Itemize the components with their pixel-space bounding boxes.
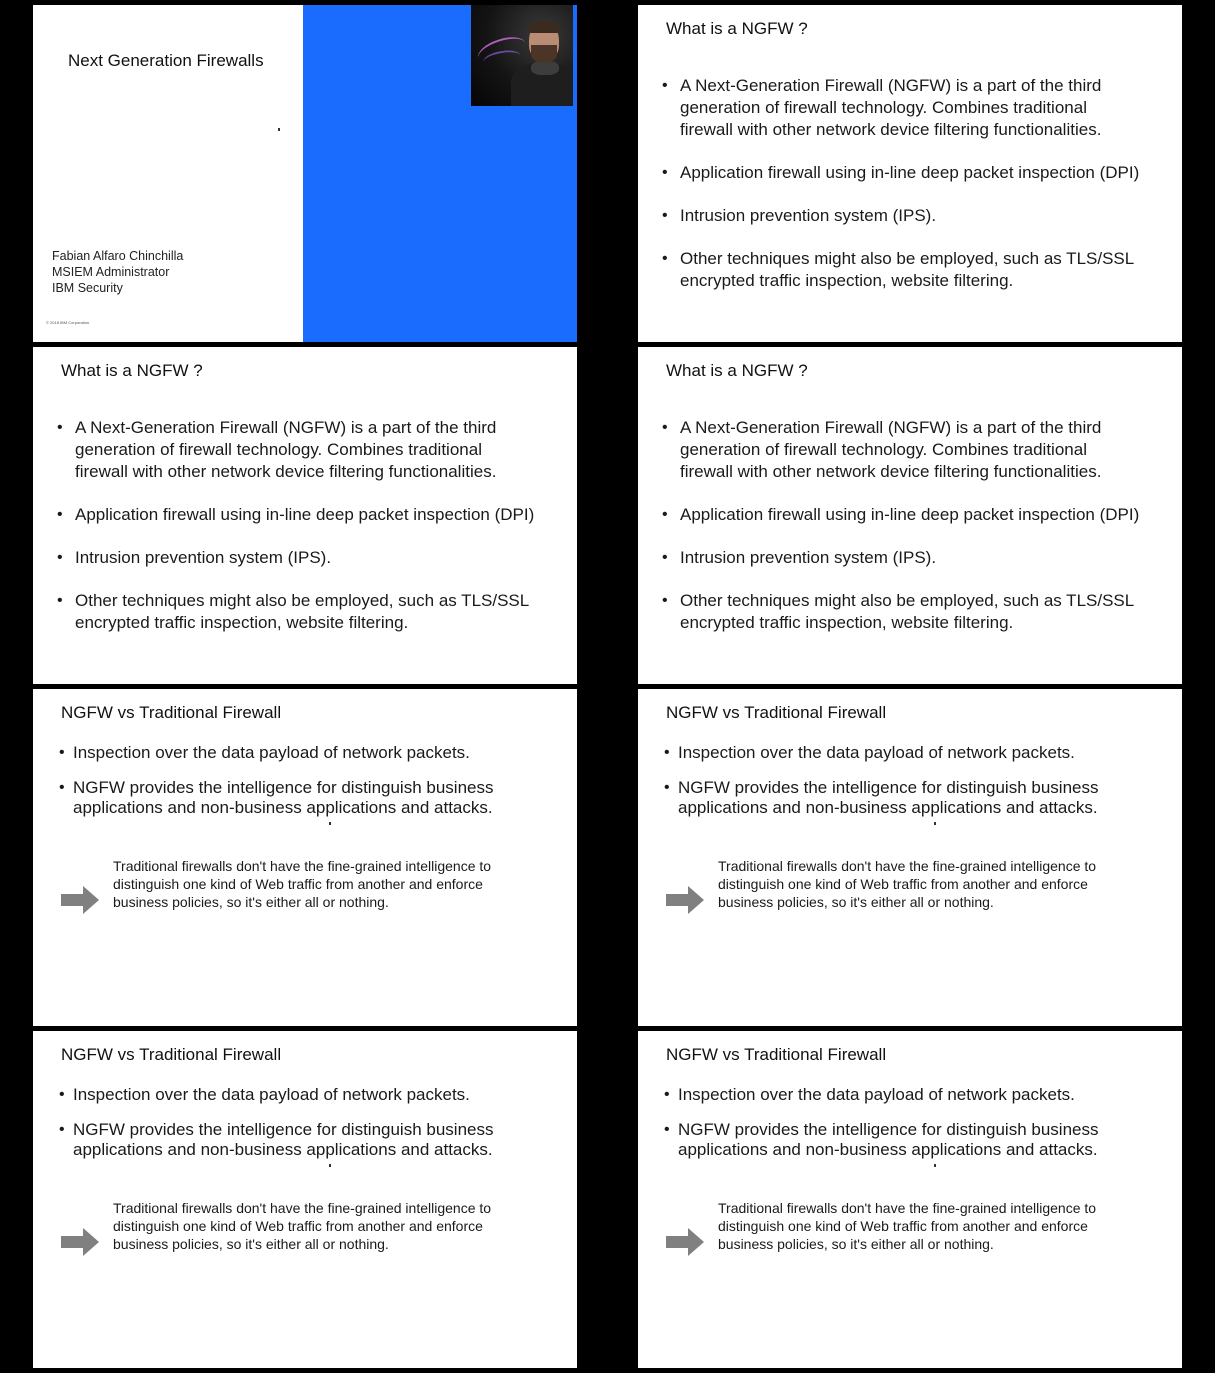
bullet-item: • Inspection over the data payload of network packets. [59,1085,529,1105]
bullet-item: • Application firewall using in-line deep packet inspection (DPI) [55,504,535,526]
ngfw-slide [638,5,1182,342]
slide-title: What is a NGFW ? [666,361,808,380]
slide-thumbnail-1[interactable] [5,5,605,342]
vs-slide [638,689,1182,1026]
callout-note: Traditional firewalls don't have the fine-grained intelligence to distinguish one kind of Web traffic from another and enforce business policies, so it's either all or nothing. [113,1200,492,1252]
slide-thumbnail-8[interactable] [610,1031,1210,1368]
bullet-item: • Application firewall using in-line deep packet inspection (DPI) [660,504,1140,526]
bullet-item: • Other techniques might also be employed, such as TLS/SSL encrypted traffic inspection, website filtering. [660,590,1140,634]
title-slide [33,5,577,342]
copyright-notice: © 2018 IBM Corporation [46,320,90,325]
slide-title: NGFW vs Traditional Firewall [61,1045,282,1064]
bullet-item: • Other techniques might also be employed, such as TLS/SSL encrypted traffic inspection, website filtering. [660,248,1140,292]
bullet-list [59,1085,529,1175]
bullet-item: • Inspection over the data payload of network packets. [664,743,1134,763]
slide-thumbnail-7[interactable] [5,1031,605,1368]
slide-thumbnail-3[interactable] [5,347,605,684]
bullet-item: • Intrusion prevention system (IPS). [55,547,535,569]
bullet-item: • Application firewall using in-line deep packet inspection (DPI) [660,162,1140,184]
ngfw-slide [638,347,1182,684]
author-org: IBM Security [52,281,123,295]
bullet-item: • NGFW provides the intelligence for distinguish business applications and non-business applications and attacks. [59,1120,529,1160]
slide-heading: Next Generation Firewalls [68,51,264,70]
arrow-right-icon [666,1227,704,1257]
vs-slide [33,1031,577,1368]
arrow-right-icon [666,885,704,915]
slide-thumbnail-5[interactable] [5,689,605,1026]
vs-slide [638,1031,1182,1368]
bullet-list [660,417,1140,655]
bullet-item: • A Next-Generation Firewall (NGFW) is a part of the third generation of firewall technology. Combines traditional firewall with other network device filtering functionalities. [660,417,1140,483]
ngfw-slide [33,347,577,684]
bullet-item: • Intrusion prevention system (IPS). [660,205,1140,227]
arrow-right-icon [61,1227,99,1257]
author-block [52,248,183,296]
bullet-list [664,1085,1134,1175]
callout-note: Traditional firewalls don't have the fine-grained intelligence to distinguish one kind of Web traffic from another and enforce business policies, so it's either all or nothing. [718,1200,1097,1252]
bullet-list [59,743,529,833]
arrow-right-icon [61,885,99,915]
callout-note: Traditional firewalls don't have the fine-grained intelligence to distinguish one kind of Web traffic from another and enforce business policies, so it's either all or nothing. [113,858,492,910]
bullet-item: • Intrusion prevention system (IPS). [660,547,1140,569]
bullet-item: • Other techniques might also be employed, such as TLS/SSL encrypted traffic inspection, website filtering. [55,590,535,634]
callout-note: Traditional firewalls don't have the fine-grained intelligence to distinguish one kind of Web traffic from another and enforce business policies, so it's either all or nothing. [718,858,1097,910]
slide-thumbnail-grid [5,5,1210,1368]
vs-slide [33,689,577,1026]
slide-title: What is a NGFW ? [666,19,808,38]
slide-title: What is a NGFW ? [61,361,203,380]
bullet-item: • Inspection over the data payload of network packets. [59,743,529,763]
bullet-item: • NGFW provides the intelligence for distinguish business applications and non-business applications and attacks. [664,1120,1134,1160]
bullet-list [55,417,535,655]
slide-title: NGFW vs Traditional Firewall [666,1045,887,1064]
bullet-item: • Inspection over the data payload of network packets. [664,1085,1134,1105]
slide-title: NGFW vs Traditional Firewall [666,703,887,722]
bullet-list [664,743,1134,833]
author-role: MSIEM Administrator [52,265,170,279]
slide-thumbnail-2[interactable] [610,5,1210,342]
bullet-item: • A Next-Generation Firewall (NGFW) is a part of the third generation of firewall technology. Combines traditional firewall with other network device filtering functionalities. [55,417,535,483]
bullet-item: • NGFW provides the intelligence for distinguish business applications and non-business applications and attacks. [59,778,529,818]
slide-thumbnail-4[interactable] [610,347,1210,684]
bullet-list [660,75,1140,313]
presenter-webcam [471,5,573,106]
author-name: Fabian Alfaro Chinchilla [52,249,184,263]
slide-title: NGFW vs Traditional Firewall [61,703,282,722]
slide-thumbnail-6[interactable] [610,689,1210,1026]
bullet-item: • A Next-Generation Firewall (NGFW) is a part of the third generation of firewall technology. Combines traditional firewall with other network device filtering functionalities. [660,75,1140,141]
bullet-item: • NGFW provides the intelligence for distinguish business applications and non-business applications and attacks. [664,778,1134,818]
